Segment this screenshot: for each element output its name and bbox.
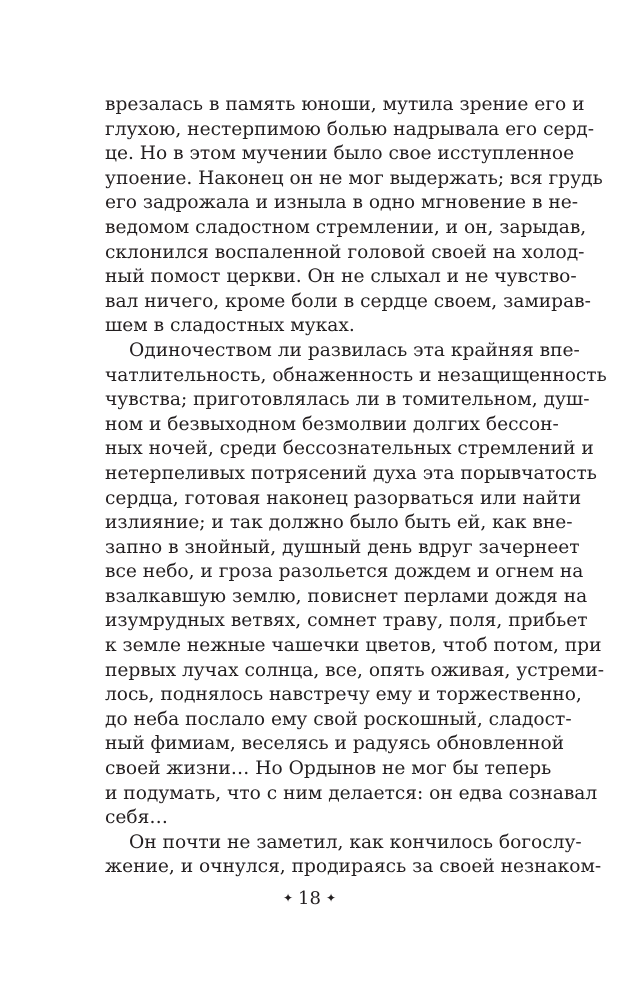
text-line: излияние; и так должно было быть ей, как вне- [105, 512, 573, 534]
text-line: упоение. Наконец он не мог выдержать; вся грудь [105, 167, 603, 189]
ornament-left-icon: ✦ [282, 891, 294, 905]
text-line: первых лучах солнца, все, опять оживая, устреми- [105, 659, 604, 681]
text-line: глухою, нестерпимою болью надрывала его серд- [105, 118, 595, 140]
text-line: ных ночей, среди бессознательных стремлений и [105, 438, 594, 460]
text-line: Он почти не заметил, как кончилось богослу- [129, 831, 582, 853]
page-number: 18 [298, 888, 321, 909]
text-line: ный помост церкви. Он не слыхал и не чувство- [105, 266, 577, 288]
text-line: це. Но в этом мучении было свое исступленное [105, 143, 575, 165]
page-footer [0, 886, 619, 911]
text-line: ный фимиам, веселясь и радуясь обновленной [105, 733, 565, 755]
text-line: изумрудных ветвях, сомнет траву, поля, прибьет [105, 610, 588, 632]
text-line: себя… [105, 807, 168, 829]
text-line: запно в знойный, душный день вдруг зачернеет [105, 536, 580, 558]
text-line: его задрожала и изныла в одно мгновение в не- [105, 192, 578, 214]
text-line: Одиночеством ли развилась эта крайняя впе- [129, 339, 580, 361]
text-line: своей жизни… Но Ордынов не мог бы теперь [105, 758, 552, 780]
text-line: сердца, готовая наконец разорваться или найти [105, 487, 582, 509]
text-line: нетерпеливых потрясений духа эта порывчатость [105, 462, 597, 484]
text-line: взалкавшую землю, повиснет перлами дождя на [105, 585, 588, 607]
text-line: чатлительность, обнаженность и незащищенность [105, 364, 607, 386]
text-line: шем в сладостных муках. [105, 315, 355, 337]
text-line: склонился воспаленной головой своей на холод- [105, 241, 585, 263]
text-line: и подумать, что с ним делается: он едва сознавал [105, 782, 598, 804]
ornament-right-icon: ✦ [325, 891, 337, 905]
text-line: чувства; приготовлялась ли в томительном, душ- [105, 389, 590, 411]
text-line: ном и безвыходном безмолвии долгих бессон- [105, 413, 559, 435]
text-line: все небо, и гроза разольется дождем и огнем на [105, 561, 584, 583]
text-line: ведомом сладостном стремлении, и он, зарыдав, [105, 216, 587, 238]
text-line: жение, и очнулся, продираясь за своей незнаком- [105, 856, 602, 878]
text-line: врезалась в память юноши, мутила зрение его и [105, 94, 585, 115]
text-line: до неба послало ему свой роскошный, сладост- [105, 708, 572, 730]
text-line: вал ничего, кроме боли в сердце своем, замирав- [105, 290, 591, 312]
body-text [105, 93, 607, 880]
text-line: лось, поднялось навстречу ему и торжественно, [105, 684, 582, 706]
text-line: к земле нежные чашечки цветов, чтоб потом, при [105, 635, 602, 657]
